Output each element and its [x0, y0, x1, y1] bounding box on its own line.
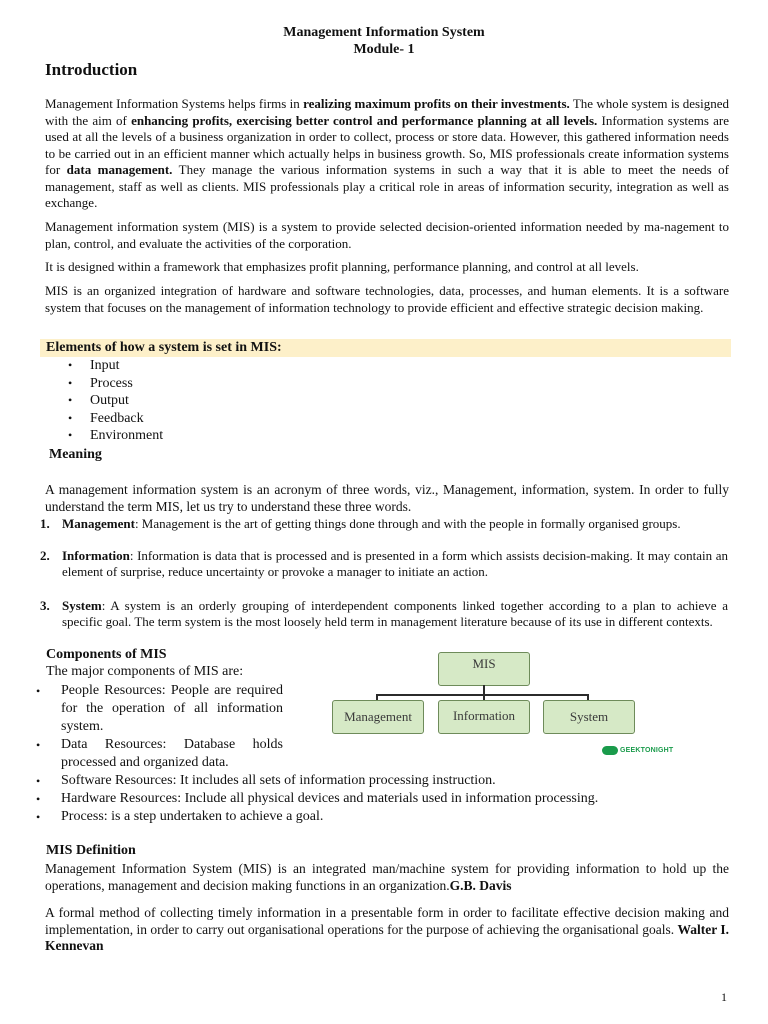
item-text: : A system is an orderly grouping of interdependent components linked together according to a plan to achieve a specific goal. The term system is the most loosely held term in management literature because of its use in different contexts. [62, 598, 728, 629]
intro-paragraph-3: It is designed within a framework that emphasizes profit planning, performance planning, and control at all levels. [45, 259, 639, 274]
intro-p1-bold-2: enhancing profits, exercising better control and performance planning at all levels. [131, 112, 598, 128]
list-item: • Process [64, 375, 163, 393]
list-item: • Software Resources: It includes all sets of information processing instruction. [36, 772, 598, 790]
list-item: • Process: is a step undertaken to achieve a goal. [36, 808, 598, 826]
introduction-heading: Introduction [45, 60, 138, 79]
intro-p1-bold-3: data management. [66, 162, 173, 177]
page-number: 1 [721, 990, 727, 1004]
intro-p1-bold-1: realizing maximum profits on their investments. [303, 96, 570, 111]
intro-p1-text-2: The whole system is designed with the aim of [45, 96, 729, 128]
document-title: Management Information System [283, 25, 485, 40]
intro-paragraph-1 [45, 96, 729, 212]
diagram-child-management: Management [332, 700, 424, 734]
module-label: Module- 1 [353, 42, 415, 57]
diagram-root-box: MIS [438, 652, 530, 686]
definition-p1-text: Management Information System (MIS) is an integrated man/machine system for providing information to hold up the operations, management and decision making functions in an organization. [45, 861, 729, 893]
list-item: • Input [64, 357, 163, 375]
list-item: • Feedback [64, 410, 163, 428]
meaning-intro: A management information system is an acronym of three words, viz., Management, information, system. In order to fully understand the term MIS, let us try to understand these three words. [45, 482, 729, 514]
meaning-heading: Meaning [49, 447, 102, 462]
item-term: System [62, 598, 102, 613]
meaning-item-management [40, 516, 728, 532]
definition-p2-text: A formal method of collecting timely information in a presentable form in order to facilitate effective decision making and implementation, in order to carry out organisational operations for the purpose of achieving the organisational goals. [45, 905, 729, 937]
elements-list [64, 357, 163, 445]
item-term: Management [62, 516, 135, 531]
intro-p1-text-4: They manage the various information systems in such a way that it is able to meet the needs of management, staff as well as clients. MIS professionals play a critical role in areas of information security, integration as well as exchange. [45, 162, 729, 210]
definition-heading: MIS Definition [46, 843, 136, 858]
elements-heading: Elements of how a system is set in MIS: [46, 340, 282, 355]
diagram-child-information: Information [438, 700, 530, 734]
item-number: 2. [40, 548, 50, 563]
components-heading: Components of MIS [46, 647, 167, 662]
list-item: • Output [64, 392, 163, 410]
mis-components-diagram [330, 648, 674, 766]
meaning-item-information [40, 548, 728, 580]
components-intro: The major components of MIS are: [46, 664, 244, 679]
item-text: : Management is the art of getting things done through and with the people in formally organised groups. [134, 516, 681, 531]
intro-p1-text-1: Management Information Systems helps firms in [45, 96, 304, 111]
intro-paragraph-4: MIS is an organized integration of hardware and software technologies, data, processes, and human elements. It is a software system that focuses on the management of information technology to provide efficient and effective strategic decision making. [45, 283, 729, 315]
diagram-child-system: System [543, 700, 635, 734]
geektonight-logo-icon [602, 746, 618, 755]
definition-p2-author: Walter I. Kennevan [45, 921, 729, 953]
list-item: • Data Resources: Database holds processed and organized data. [36, 736, 283, 772]
item-number: 1. [40, 516, 50, 531]
geektonight-logo [602, 746, 673, 755]
definition-paragraph-1 [45, 861, 729, 894]
item-term: Information [62, 548, 130, 563]
definition-p1-author: G.B. Davis [449, 877, 512, 893]
meaning-item-system [40, 598, 728, 630]
item-text: : Information is data that is processed and is presented in a form which assists decision-making. It may contain an element of surprise, reduce uncertainty or provoke a manager to initiate an action. [62, 548, 728, 579]
list-item: • People Resources: People are required for the operation of all information system. [36, 682, 283, 736]
list-item: • Environment [64, 427, 163, 445]
item-number: 3. [40, 598, 50, 613]
intro-p1-text-3: Information systems are used at all the levels of a business organization in order to collect, process or store data. However, this gathered information needs to be carried out in an efficient manner which actually helps in business growth. So, MIS professionals create information systems for [45, 112, 729, 177]
definition-paragraph-2 [45, 905, 729, 955]
list-item: • Hardware Resources: Include all physical devices and materials used in information processing. [36, 790, 598, 808]
geektonight-logo-text: GEEKTONIGHT [620, 747, 674, 754]
diagram-connector [376, 694, 588, 696]
intro-paragraph-2: Management information system (MIS) is a system to provide selected decision-oriented information needed by ma-nagement to plan, control, and evaluate the activities of the corporation. [45, 219, 729, 251]
